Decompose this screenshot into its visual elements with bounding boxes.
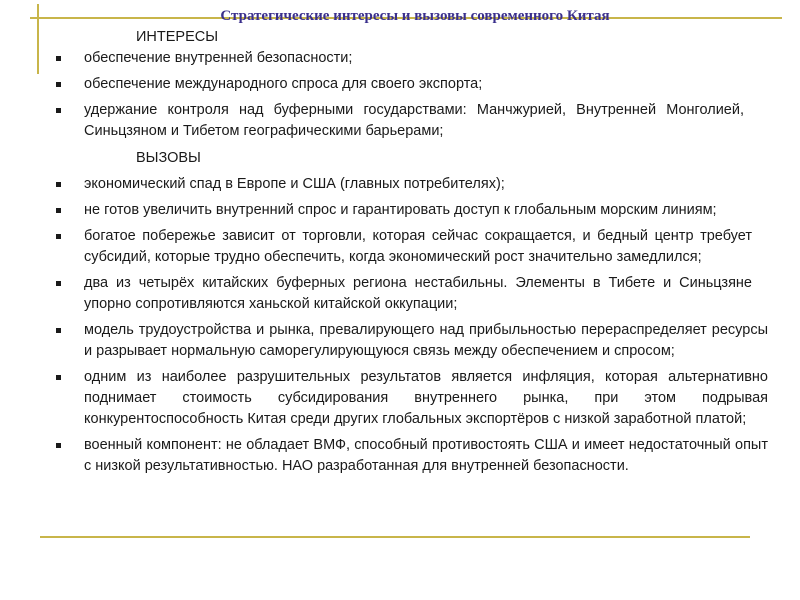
interests-heading: ИНТЕРЕСЫ: [136, 29, 219, 45]
challenges-heading: ВЫЗОВЫ: [136, 150, 201, 166]
bullet-icon: [56, 208, 61, 213]
list-item-text: модель трудоустройства и рынка, превалирующего над прибыльностью перераспределяет ресурсы и разрывает нормальную саморегулирующуюся связь между обеспечением и спросом;: [84, 322, 768, 359]
list-item-text: не готов увеличить внутренний спрос и гарантировать доступ к глобальным морским линиям;: [84, 202, 717, 218]
list-item-text: богатое побережье зависит от торговли, которая сейчас сокращается, и бедный центр требует субсидий, которые трудно обеспечить, когда экономический рост значительно замедлился;: [84, 228, 752, 265]
bullet-icon: [56, 56, 61, 61]
bullet-icon: [56, 182, 61, 187]
slide-content: [0, 26, 800, 477]
list-item-text: экономический спад в Европе и США (главных потребителях);: [84, 176, 505, 192]
list-item: [0, 320, 800, 362]
list-item-text: два из четырёх китайских буферных региона нестабильны. Элементы в Тибете и Синьцзяне упорно сопротивляются ханьской китайской оккупации;: [84, 275, 752, 312]
bullet-icon: [56, 281, 61, 286]
list-item: [0, 48, 800, 69]
bullet-icon: [56, 234, 61, 239]
bullet-icon: [56, 328, 61, 333]
list-item-text: удержание контроля над буферными государствами: Манчжурией, Внутренней Монголией, Синьцзяном и Тибетом географическими барьерами;: [84, 102, 744, 139]
bullet-icon: [56, 375, 61, 380]
bullet-icon: [56, 82, 61, 87]
list-item: [0, 367, 800, 430]
list-item: [0, 435, 800, 477]
list-item-text: обеспечение внутренней безопасности;: [84, 50, 353, 66]
slide-title: Стратегические интересы и вызовы современного Китая: [220, 8, 610, 24]
bullet-icon: [56, 108, 61, 113]
list-item: [0, 200, 800, 221]
bottom-decorative-line: [40, 536, 750, 538]
list-item: [0, 174, 800, 195]
list-item: [0, 74, 800, 95]
list-item: [0, 226, 800, 268]
list-item-text: одним из наиболее разрушительных результатов является инфляция, которая альтернативно поднимает стоимость субсидирования внутреннего рынка, при этом подрывая конкурентоспособность Китая среди других глобальных экспортёров с низкой заработной платой;: [84, 369, 768, 427]
list-item: [0, 273, 800, 315]
bullet-icon: [56, 443, 61, 448]
list-item-text: военный компонент: не обладает ВМФ, способный противостоять США и имеет недостаточный опыт с низкой результативностью. НАО разработанная для внутренней безопасности.: [84, 437, 768, 474]
list-item-text: обеспечение международного спроса для своего экспорта;: [84, 76, 483, 92]
list-item: [0, 100, 800, 142]
